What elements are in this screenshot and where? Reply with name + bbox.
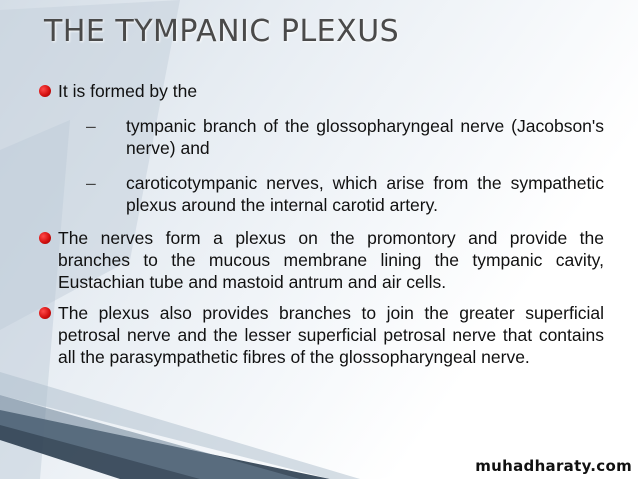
dash-icon: – <box>86 173 96 193</box>
bullet-item <box>38 302 604 368</box>
bullet-text: It is formed by the <box>58 81 198 101</box>
bullet-item <box>38 80 604 102</box>
sub-bullet-text: caroticotympanic nerves, which arise from the sympathetic plexus around the internal carotid artery. <box>126 173 604 215</box>
bullet-dot-icon <box>39 85 51 97</box>
bullet-list <box>38 80 604 368</box>
sub-bullet-item <box>38 115 604 159</box>
sub-bullet-item <box>38 172 604 216</box>
bullet-text: The plexus also provides branches to join the greater superficial petrosal nerve and the lesser superficial petrosal nerve that contains all the parasympathetic fibres of the glossopharyngeal nerve. <box>58 303 604 367</box>
sub-bullet-text: tympanic branch of the glossopharyngeal nerve (Jacobson's nerve) and <box>126 116 604 158</box>
slide-title: THE TYMPANIC PLEXUS <box>44 14 400 49</box>
bullet-item <box>38 227 604 293</box>
bullet-dot-icon <box>39 307 51 319</box>
watermark: muhadharaty.com <box>475 457 632 475</box>
dash-icon: – <box>86 116 96 136</box>
bullet-text: The nerves form a plexus on the promontory and provide the branches to the mucous membrane lining the tympanic cavity, Eustachian tube and mastoid antrum and air cells. <box>58 228 604 292</box>
bullet-dot-icon <box>39 232 51 244</box>
